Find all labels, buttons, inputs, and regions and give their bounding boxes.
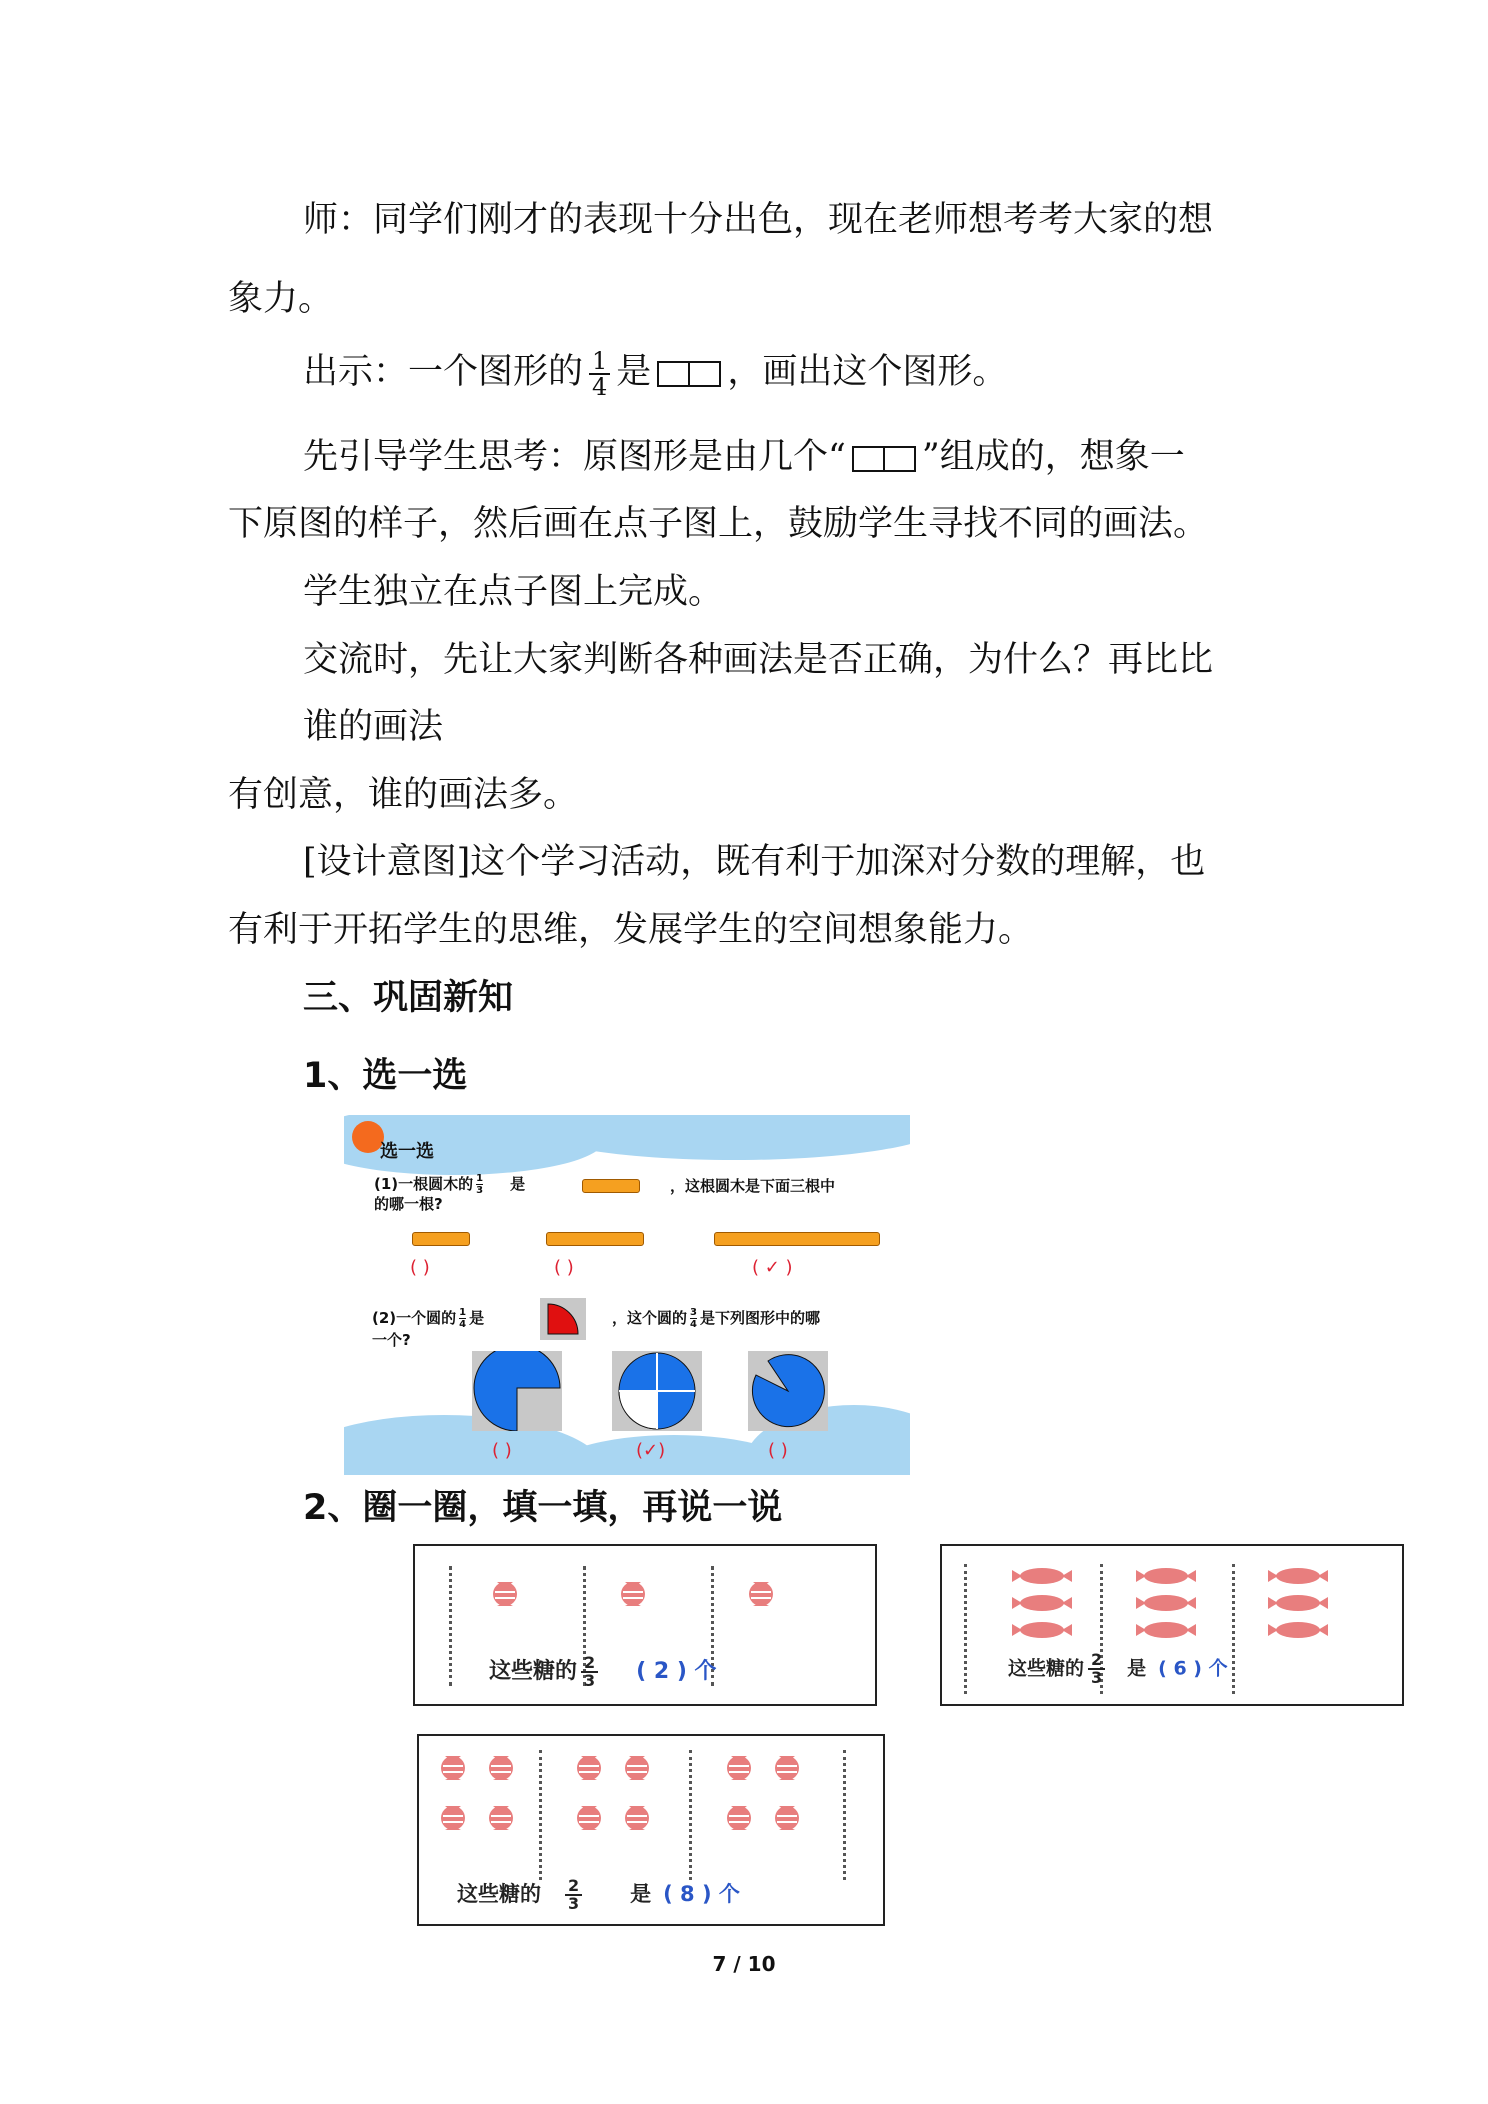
text-span: (1)一根圆木的 — [374, 1175, 474, 1193]
text-span: 出示：一个图形的 — [303, 352, 584, 392]
fraction-denominator: 3 — [1091, 1668, 1103, 1687]
text-span: 是 — [510, 1175, 526, 1193]
text-span: ，画出这个图形。 — [727, 352, 1008, 392]
dotted-divider — [964, 1564, 967, 1694]
candy-caption — [489, 1654, 717, 1689]
candy-icon — [617, 1800, 657, 1834]
dotted-divider — [539, 1750, 542, 1880]
candy-icon — [485, 1576, 525, 1610]
text-span: ”组成的，想象一 — [921, 437, 1185, 477]
paragraph-line: 学生独立在点子图上完成。 — [303, 572, 724, 612]
fraction — [459, 1307, 466, 1330]
paragraph-line — [303, 433, 1185, 481]
question-1-line2: 的哪一根? — [374, 1195, 443, 1213]
circle-option-1 — [472, 1351, 562, 1431]
fraction-numerator: 2 — [581, 1655, 598, 1673]
fraction — [690, 1307, 697, 1330]
item-heading: 2、圈一圈，填一填，再说一说 — [303, 1488, 783, 1528]
fraction-denominator: 4 — [690, 1319, 697, 1330]
text-span: (2)一个圆的 — [372, 1309, 457, 1327]
candy-icon — [569, 1750, 609, 1784]
answer-text: ( 6 ) 个 — [1158, 1657, 1228, 1680]
text-span: 是 — [630, 1882, 652, 1906]
section-heading: 三、巩固新知 — [303, 978, 514, 1018]
candy-panel-a — [413, 1544, 877, 1706]
candy-icon — [433, 1800, 473, 1834]
text-span: 这些糖的 — [1008, 1657, 1085, 1680]
candy-icon — [481, 1750, 521, 1784]
answer-paren: ( ) — [554, 1257, 574, 1278]
candy-icon — [767, 1750, 807, 1784]
paragraph-line: 师：同学们刚才的表现十分出色，现在老师想考考大家的想 — [303, 200, 1214, 240]
fraction-numerator: 1 — [589, 349, 610, 375]
fraction-numerator: 2 — [565, 1878, 582, 1896]
quiz-picture — [344, 1115, 910, 1475]
text-span: 是 — [469, 1309, 485, 1327]
paragraph-line: 谁的画法 — [303, 707, 444, 747]
fraction-denominator: 4 — [459, 1319, 467, 1330]
fraction-numerator: 2 — [1088, 1652, 1105, 1670]
answer-paren: ( ) — [410, 1257, 430, 1278]
candy-icon — [433, 1750, 473, 1784]
fraction-denominator: 4 — [592, 372, 608, 401]
paragraph-line: 象力。 — [228, 279, 334, 319]
text-span: ，这个圆的 — [612, 1309, 688, 1327]
fraction-denominator: 3 — [476, 1185, 484, 1196]
candy-panel-c — [417, 1734, 885, 1926]
text-span: 这些糖的 — [457, 1882, 541, 1906]
answer-paren: ( ) — [492, 1440, 512, 1461]
fraction-numerator: 1 — [476, 1173, 484, 1184]
paragraph-line: 有利于开拓学生的思维，发展学生的空间想象能力。 — [228, 910, 1034, 950]
candy-caption — [1008, 1652, 1228, 1686]
question-2-line2: 一个? — [372, 1331, 411, 1349]
fraction — [1088, 1652, 1105, 1686]
fraction — [476, 1173, 483, 1196]
candy-icon — [767, 1800, 807, 1834]
candy-icon — [719, 1750, 759, 1784]
two-square-shape — [657, 361, 721, 387]
item-heading: 1、选一选 — [303, 1056, 468, 1096]
dotted-divider — [843, 1750, 846, 1880]
two-square-shape — [852, 446, 916, 472]
answer-paren: (✓) — [636, 1440, 666, 1461]
fraction-denominator: 3 — [584, 1671, 596, 1690]
fraction — [581, 1655, 598, 1689]
red-quarter-icon — [540, 1298, 586, 1340]
candy-icon — [741, 1576, 781, 1610]
paragraph-show — [303, 348, 1007, 399]
candy-caption — [457, 1878, 740, 1912]
candy-group-icon — [1258, 1558, 1338, 1648]
answer-paren: ( ✓ ) — [752, 1257, 793, 1278]
answer-paren: ( ) — [768, 1440, 788, 1461]
candy-icon — [569, 1800, 609, 1834]
fraction-numerator: 3 — [690, 1307, 697, 1318]
candy-group-icon — [1126, 1558, 1206, 1648]
short-log-icon — [582, 1179, 640, 1193]
fraction — [565, 1878, 582, 1912]
dotted-divider — [689, 1750, 692, 1880]
answer-text: ( 2 ) 个 — [636, 1659, 717, 1684]
paragraph-line: [设计意图]这个学习活动，既有利于加深对分数的理解，也 — [303, 842, 1206, 882]
dotted-divider — [1232, 1564, 1235, 1694]
text-span: 这些糖的 — [489, 1659, 578, 1684]
text-span: 是 — [1127, 1657, 1147, 1680]
log-option-1 — [412, 1232, 470, 1246]
quiz-title: 选一选 — [380, 1141, 434, 1162]
answer-text: ( 8 ) 个 — [663, 1882, 740, 1906]
text-span: 是 — [616, 352, 652, 392]
question-2-tail — [612, 1307, 820, 1330]
candy-panel-b — [940, 1544, 1404, 1706]
candy-group-icon — [1002, 1558, 1082, 1648]
paragraph-line: 下原图的样子，然后画在点子图上，鼓励学生寻找不同的画法。 — [228, 504, 1209, 544]
log-option-3 — [714, 1232, 880, 1246]
circle-option-3 — [748, 1351, 828, 1431]
candy-icon — [613, 1576, 653, 1610]
text-span: 先引导学生思考：原图形是由几个“ — [303, 437, 846, 477]
text-span: 是下列图形中的哪 — [699, 1309, 820, 1327]
candy-icon — [617, 1750, 657, 1784]
question-1-tail: ，这根圆木是下面三根中 — [670, 1177, 836, 1195]
paragraph-line: 交流时，先让大家判断各种画法是否正确，为什么？再比比 — [303, 640, 1214, 680]
log-option-2 — [546, 1232, 644, 1246]
fraction — [589, 346, 610, 401]
dotted-divider — [449, 1566, 452, 1686]
candy-icon — [481, 1800, 521, 1834]
fraction-denominator: 3 — [568, 1894, 580, 1913]
question-2 — [372, 1307, 484, 1330]
page-number: 7 / 10 — [712, 1952, 776, 1976]
circle-option-2 — [612, 1351, 702, 1431]
fraction-numerator: 1 — [459, 1307, 467, 1318]
paragraph-line: 有创意，谁的画法多。 — [228, 775, 579, 815]
candy-icon — [719, 1800, 759, 1834]
